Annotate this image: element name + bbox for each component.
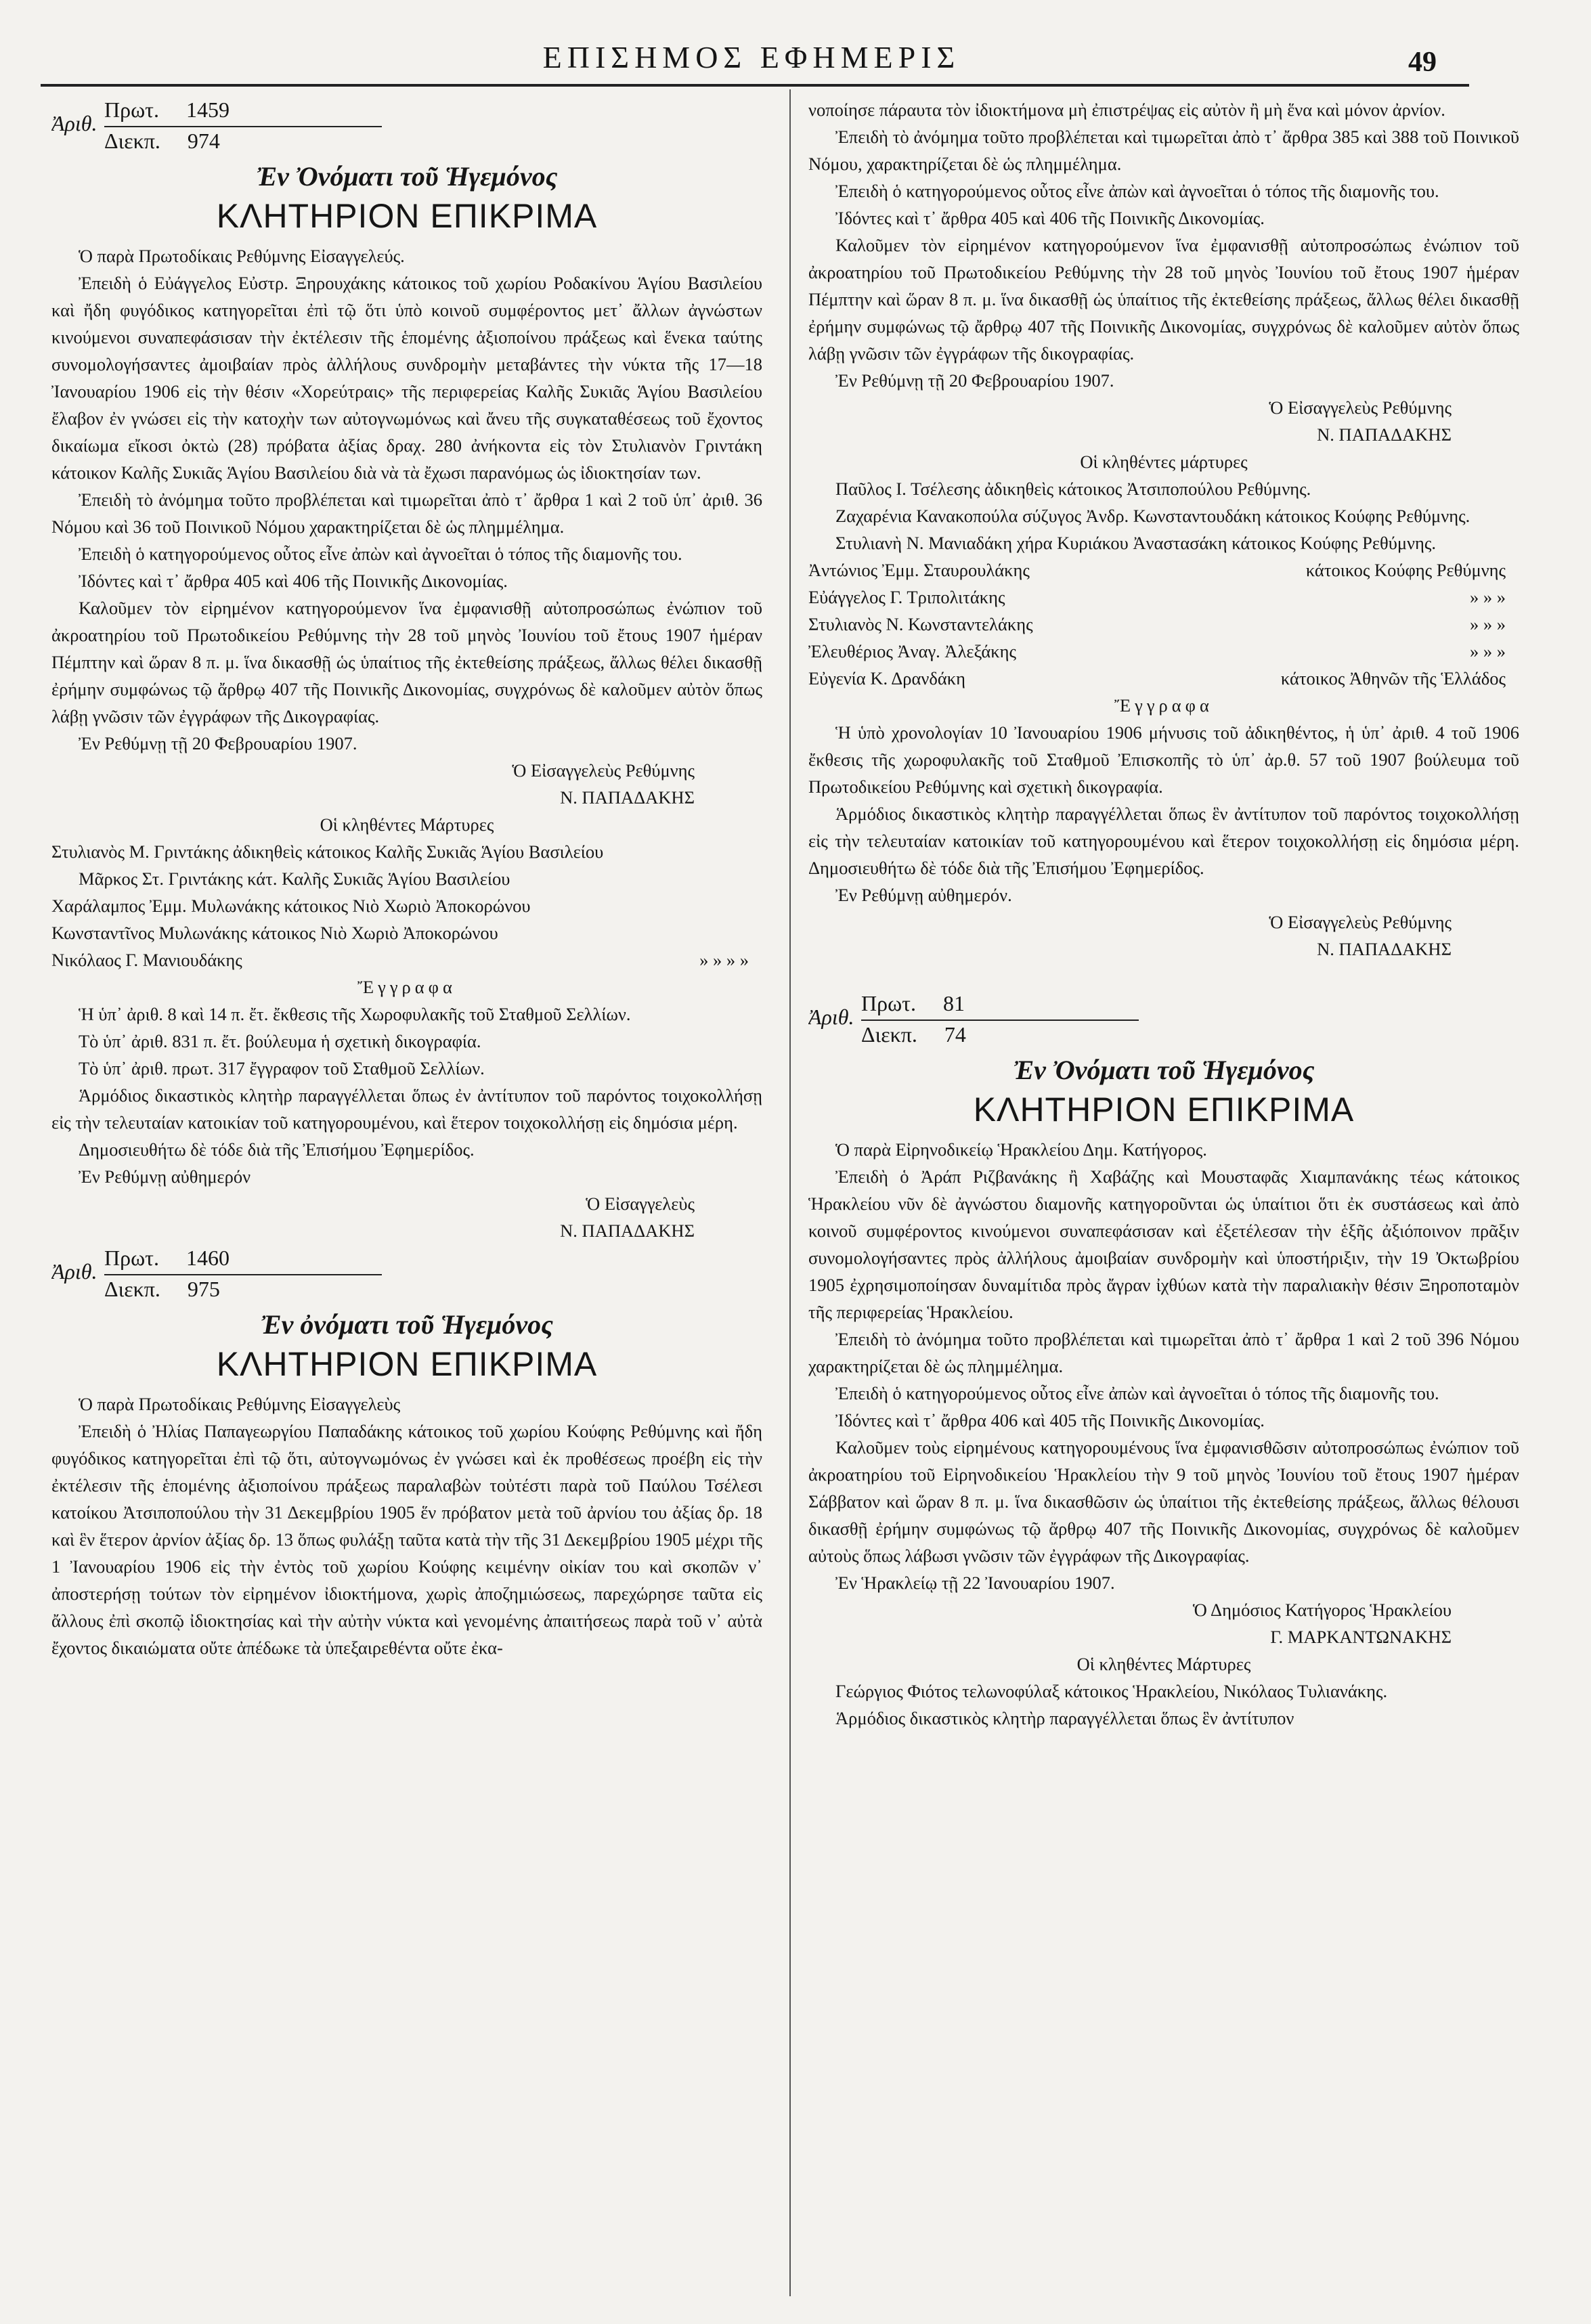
witness: Γεώργιος Φιότος τελωνοφύλαξ κάτοικος Ἡρακλείου, Νικόλαος Τυλιανάκης. bbox=[835, 1681, 1388, 1701]
document: Ἡ ὑπ᾽ ἀριθ. 8 καὶ 14 π. ἔτ. ἔκθεσις τῆς Χωροφυλακῆς τοῦ Σταθμοῦ Σελλίων. bbox=[79, 1004, 631, 1024]
diekp-line bbox=[104, 1275, 220, 1302]
decree-title: ΚΛΗΤΗΡΙΟΝ ΕΠΙΚΡΙΜΑ bbox=[216, 1345, 598, 1383]
paragraph: Καλοῦμεν τὸν εἰρημένον κατηγορούμενον ἵνα ἐμφανισθῇ αὐτοπροσώπως ἐνώπιον τοῦ ἀκροατηρίου τοῦ Πρωτοδικείου Ρεθύμνης τὴν 28 τοῦ μηνὸς Ἰουνίου τοῦ ἔτους 1907 ἡμέραν Πέμπτην καὶ ὥραν 8 π. μ. ἵνα δικασθῇ ὡς ὑπαίτιος τῆς ἐκτεθείσης πράξεως, ἄλλως θέλει δικασθῇ ἐρήμην συμφώνως τῷ ἄρθρῳ 407 τῆς Ποινικῆς Δικονομίας, συγχρόνως δὲ καλοῦμεν αὐτὸν ὅπως λάβῃ γνῶσιν τῶν ἐγγράφων τῆς δικογραφίας. bbox=[808, 235, 1519, 364]
documents-title: Ἔγγραφα bbox=[1114, 695, 1213, 716]
paragraph: Ἐπειδὴ ὁ κατηγορούμενος οὗτος εἶνε ἀπὼν καὶ ἀγνοεῖται ὁ τόπος τῆς διαμονῆς του. bbox=[79, 544, 682, 564]
invocation: Ἐν Ὀνόματι τοῦ Ἡγεμόνος bbox=[1013, 1055, 1315, 1085]
decree-title: ΚΛΗΤΗΡΙΟΝ ΕΠΙΚΡΙΜΑ bbox=[973, 1091, 1355, 1128]
decree-title: ΚΛΗΤΗΡΙΟΝ ΕΠΙΚΡΙΜΑ bbox=[216, 197, 598, 235]
prot-line bbox=[104, 96, 230, 123]
prot-line bbox=[104, 1244, 230, 1271]
ditto-marks: » » » » bbox=[699, 950, 749, 970]
diekp-label: Διεκπ. bbox=[861, 1022, 917, 1047]
page-number: 49 bbox=[1408, 47, 1437, 78]
witness-name: Ἀντώνιος Ἐμμ. Σταυρουλάκης bbox=[808, 560, 1030, 580]
arith-label: Ἀριθ. bbox=[808, 1005, 854, 1029]
witnesses-title: Οἱ κληθέντες μάρτυρες bbox=[1080, 452, 1248, 472]
witness-name: Εὐγενία Κ. Δρανδάκη bbox=[808, 668, 965, 688]
prot-label: Πρωτ. bbox=[104, 97, 159, 122]
witness-name: Εὐάγγελος Γ. Τριπολιτάκης bbox=[808, 587, 1005, 607]
witness-row bbox=[808, 584, 1519, 611]
date-line: Ἐν Ρεθύμνῃ τῇ 20 Φεβρουαρίου 1907. bbox=[835, 370, 1114, 391]
diekp-number: 975 bbox=[187, 1277, 220, 1301]
order: Ἁρμόδιος δικαστικὸς κλητὴρ παραγγέλλεται ὅπως ἓν ἀντίτυπον τοῦ παρόντος τοιχοκολλήσῃ εἰς τὴν τελευταίαν κατοικίαν τοῦ κατηγορουμένου καὶ ἕτερον τοιχοκολλήσῃ εἰς δημόσια μέρη. Δημοσιευθήτω δὲ τόδε διὰ τῆς Ἐπισήμου Ἐφημερίδος. bbox=[808, 804, 1519, 878]
diekp-label: Διεκπ. bbox=[104, 1277, 160, 1301]
protocol-number-block bbox=[51, 96, 762, 154]
intro: Ὁ παρὰ Πρωτοδίκαις Ρεθύμνης Εἰσαγγελεύς. bbox=[79, 246, 405, 266]
paragraph: Ἐπειδὴ ὁ Ἀράπ Ριζβανάκης ἢ Χαβάζης καὶ Μουσταφᾶς Χιαμπανάκης τέως κάτοικος Ἡρακλείου νῦν δὲ ἀγνώστου διαμονῆς κατηγοροῦνται ὡς ὑπαίτιοι ὅτι ἐκ συστάσεως καὶ ἀπὸ κοινοῦ συμφέροντος κινούμενοι συναπεφάσισαν καὶ ἐξετέλεσαν τὴν ἑξῆς ἀξιόποινον πρᾶξιν συνομολογήσαντες πρὸς ἀλλήλους ἀμοιβαίαν συνδρομὴν καὶ ὑποστήριξιν, τὴν 19 Ὀκτωβρίου 1905 ἐχρησιμοποίησαν δυναμίτιδα πρὸς ἄγραν ἰχθύων κατὰ τὴν παραλιακὴν θέσιν Ξηροποταμὸν τῆς περιφερείας Ἡρακλείου. bbox=[808, 1166, 1519, 1322]
witnesses-title: Οἱ κληθέντες Μάρτυρες bbox=[1076, 1654, 1251, 1674]
witness-place: » » » bbox=[1470, 587, 1506, 607]
prot-label: Πρωτ. bbox=[861, 991, 916, 1015]
witness: Μᾶρκος Στ. Γριντάκης κάτ. Καλῆς Συκιᾶς Ἁγίου Βασιλείου bbox=[79, 869, 510, 889]
paragraph: Ἐπειδὴ τὸ ἀνόμημα τοῦτο προβλέπεται καὶ τιμωρεῖται ἀπὸ τ᾽ ἄρθρα 1 καὶ 2 τοῦ 396 Νόμου χαρακτηρίζεται δὲ ὡς πλημμέλημα. bbox=[808, 1329, 1519, 1376]
diekp-number: 74 bbox=[944, 1022, 966, 1047]
paragraph: Ἐπειδὴ τὸ ἀνόμημα τοῦτο προβλέπεται καὶ τιμωρεῖται ἀπὸ τ᾽ ἄρθρα 385 καὶ 388 τοῦ Ποινικοῦ Νόμου, χαρακτηρίζεται δὲ ὡς πλημμέλημα. bbox=[808, 127, 1519, 174]
signature-name: Γ. ΜΑΡΚΑΝΤΩΝΑΚΗΣ bbox=[1270, 1627, 1452, 1647]
signature-role: Ὁ Εἰσαγγελεὺς bbox=[586, 1193, 695, 1214]
diekp-number: 974 bbox=[187, 129, 220, 153]
header-rule bbox=[41, 84, 1469, 87]
prot-number: 1460 bbox=[186, 1246, 230, 1270]
prot-number: 81 bbox=[943, 991, 965, 1015]
running-title: ΕΠΙΣΗΜΟΣ ΕΦΗΜΕΡΙΣ bbox=[542, 40, 961, 74]
prot-label: Πρωτ. bbox=[104, 1246, 159, 1270]
paragraph-continuation: νοποίησε πάραυτα τὸν ἰδιοκτήμονα μὴ ἐπιστρέψας εἰς αὐτὸν ἢ μὴ ἕνα καὶ μόνον ἀρνίον. bbox=[808, 100, 1445, 120]
paragraph: Ἰδόντες καὶ τ᾽ ἄρθρα 405 καὶ 406 τῆς Ποινικῆς Δικονομίας. bbox=[79, 571, 508, 591]
diekp-line bbox=[104, 127, 220, 154]
witness-row bbox=[808, 638, 1519, 665]
signature-role: Ὁ Δημόσιος Κατήγορος Ἡρακλείου bbox=[1192, 1600, 1452, 1620]
invocation: Ἐν Ὀνόματι τοῦ Ἡγεμόνος bbox=[256, 161, 558, 192]
signature-name: Ν. ΠΑΠΑΔΑΚΗΣ bbox=[1317, 424, 1452, 445]
document: Ἡ ὑπὸ χρονολογίαν 10 Ἰανουαρίου 1906 μήνυσις τοῦ ἀδικηθέντος, ἡ ὑπ᾽ ἀριθ. 4 τοῦ 1906 ἔκθεσις τῆς χωροφυλακῆς τοῦ Σταθμοῦ Ἐπισκοπῆς τὸ ὑπ᾽ ἀρ.θ. 57 τοῦ 1907 βούλευμα τοῦ Πρωτοδικείου Ρεθύμνης καὶ σχετικὴ δικογραφία. bbox=[808, 722, 1519, 797]
paragraph: Ἰδόντες καὶ τ᾽ ἄρθρα 406 καὶ 405 τῆς Ποινικῆς Δικονομίας. bbox=[835, 1410, 1265, 1430]
witnesses-title: Οἱ κληθέντες Μάρτυρες bbox=[320, 814, 494, 835]
order: Ἁρμόδιος δικαστικὸς κλητὴρ παραγγέλλεται ὅπως ἐν ἀντίτυπον τοῦ παρόντος τοιχοκολλήσῃ εἰς τὴν τελευταίαν κατοικίαν τοῦ κατηγορουμένου, καὶ ἕτερον τοιχοκολλήσῃ εἰς δημόσια μέρη. bbox=[51, 1085, 762, 1133]
witness-name: Ἐλευθέριος Ἀναγ. Ἀλεξάκης bbox=[808, 641, 1016, 661]
paragraph: Ἐπειδὴ ὁ Ἠλίας Παπαγεωργίου Παπαδάκης κάτοικος τοῦ χωρίου Κούφης Ρεθύμνης καὶ ἤδη φυγόδικος κατηγορεῖται ἐπὶ τῷ ὅτι, αὐτογνωμόνως ἐν γνώσει καὶ ἐκ προθέσεως προέβη εἰς τὴν ἐκτέλεσιν τῆς ἑπομένης ἀξιοποίνου πράξεως παραλαβὼν τοὐτέστι παρὰ τοῦ Παύλου Τσέλεσι κατοίκου Ἀτσιποπούλου τὴν 31 Δεκεμβρίου 1905 ἕν πρόβατον μετὰ τοῦ ἀρνίου του ἀξίας δρ. 18 καὶ ἓν ἕτερον ἀρνίον ἀξίας δρ. 13 ὅπως φυλάξῃ ταῦτα κατὰ τὴν τῆς 31 Δεκεμβρίου 1905 μέχρι τῆς 1 Ἰανουαρίου 1906 εἰς τὴν ἐντὸς τοῦ χωρίου Κούφης κειμένην οἰκίαν του καὶ σκοπῶν ν᾽ ἀποστερήσῃ τούτων τὸν εἰρημένον ἰδιοκτήμονα, χωρὶς ἀποζημιώσεως, παρεχώρησε ταῦτα εἰς ἄλλους ἐπὶ σκοπῷ ἰδιοκτησίας καὶ τὴν αὐτὴν νύκτα καὶ γενομένης ἀπαιτήσεως παρὰ τοῦ ν᾽ αὐτὰ ἔχοντος δικαιώματα οὔτε ἀπέδωκε τὰ ὑπεξαιρεθέντα οὔτε ἐκα- bbox=[51, 1421, 762, 1658]
arith-label: Ἀριθ. bbox=[51, 1259, 97, 1284]
paragraph: Καλοῦμεν τοὺς εἰρημένους κατηγορουμένους ἵνα ἐμφανισθῶσιν αὐτοπροσώπως ἐνώπιον τοῦ ἀκροατηρίου τοῦ Εἰρηνοδικείου Ἡρακλείου τὴν 9 τοῦ μηνὸς Ἰουνίου τοῦ ἔτους 1907 ἡμέραν Σάββατον καὶ ὥραν 8 π. μ. ἵνα δικασθῶσιν ὡς ὑπαίτιοι τῆς ἐκτεθείσης πράξεως, ἄλλως θέλουσι δικασθῇ ἐρήμην συμφώνως τῷ ἄρθρῳ 407 τῆς Ποινικῆς Δικονομίας, συγχρόνως δὲ καλοῦμεν αὐτοὺς ὅπως λάβωσι γνῶσιν τῶν ἐγγράφων τῆς Δικογραφίας. bbox=[808, 1437, 1519, 1566]
page-header bbox=[0, 0, 1591, 88]
spacer bbox=[808, 963, 1519, 990]
left-column bbox=[51, 96, 762, 2296]
witness: Στυλιανὴ Ν. Μανιαδάκη χήρα Κυριάκου Ἀναστασάκη κάτοικος Κούφης Ρεθύμνης. bbox=[835, 533, 1436, 553]
date-line: Ἐν Ρεθύμνῃ αὐθημερόν. bbox=[835, 885, 1012, 905]
diekp-line bbox=[861, 1021, 966, 1048]
witness-row bbox=[808, 611, 1519, 638]
diekp-label: Διεκπ. bbox=[104, 129, 160, 153]
witness: Χαράλαμπος Ἐμμ. Μυλωνάκης κάτοικος Νιὸ Χωριὸ Ἀποκορώνου bbox=[51, 896, 531, 916]
paragraph: Ἐπειδὴ τὸ ἀνόμημα τοῦτο προβλέπεται καὶ τιμωρεῖται ἀπὸ τ᾽ ἄρθρα 1 καὶ 2 τοῦ ὑπ᾽ ἀριθ. 36 Νόμου καὶ 36 τοῦ Ποινικοῦ Νόμου χαρακτηρίζεται δὲ ὡς πλημμέλημα. bbox=[51, 489, 762, 537]
signature-role: Ὁ Εἰσαγγελεὺς Ρεθύμνης bbox=[512, 760, 695, 781]
document: Τὸ ὑπ᾽ ἀριθ. πρωτ. 317 ἔγγραφον τοῦ Σταθμοῦ Σελλίων. bbox=[79, 1058, 485, 1078]
signature-role: Ὁ Εἰσαγγελεὺς Ρεθύμνης bbox=[1269, 397, 1452, 418]
signature-name: Ν. ΠΑΠΑΔΑΚΗΣ bbox=[560, 787, 695, 808]
intro: Ὁ παρὰ Εἰρηνοδικείῳ Ἡρακλείου Δημ. Κατήγορος. bbox=[835, 1139, 1207, 1160]
signature-role: Ὁ Εἰσαγγελεὺς Ρεθύμνης bbox=[1269, 912, 1452, 932]
signature-name: Ν. ΠΑΠΑΔΑΚΗΣ bbox=[1317, 939, 1452, 959]
column-divider bbox=[789, 89, 791, 2296]
signature-name: Ν. ΠΑΠΑΔΑΚΗΣ bbox=[560, 1221, 695, 1241]
witness-row bbox=[808, 665, 1519, 692]
witness: Στυλιανὸς Μ. Γριντάκης ἀδικηθεὶς κάτοικος Καλῆς Συκιᾶς Ἁγίου Βασιλείου bbox=[51, 841, 604, 862]
date-line: Ἐν Ρεθύμνῃ αὐθημερόν bbox=[79, 1166, 251, 1187]
witness: Παῦλος Ι. Τσέλεσης ἀδικηθεὶς κάτοικος Ἀτσιποπούλου Ρεθύμνης. bbox=[835, 479, 1311, 499]
order: Ἁρμόδιος δικαστικὸς κλητὴρ παραγγέλλεται ὅπως ἓν ἀντίτυπον bbox=[835, 1708, 1294, 1728]
witness-place: κάτοικος Κούφης Ρεθύμνης bbox=[1305, 560, 1506, 580]
prot-line bbox=[861, 990, 965, 1017]
document: Τὸ ὑπ᾽ ἀριθ. 831 π. ἔτ. βούλευμα ἡ σχετικὴ δικογραφία. bbox=[79, 1031, 481, 1051]
protocol-number-block bbox=[51, 1244, 762, 1302]
prot-number: 1459 bbox=[186, 97, 230, 122]
witness-row bbox=[808, 556, 1519, 584]
date-line: Ἐν Ἡρακλείῳ τῇ 22 Ἰανουαρίου 1907. bbox=[835, 1573, 1115, 1593]
date-line: Ἐν Ρεθύμνῃ τῇ 20 Φεβρουαρίου 1907. bbox=[79, 733, 357, 753]
witness-name: Στυλιανὸς Ν. Κωνσταντελάκης bbox=[808, 614, 1033, 634]
documents-title: Ἔγγραφα bbox=[357, 977, 456, 997]
paragraph: Καλοῦμεν τὸν εἰρημένον κατηγορούμενον ἵνα ἐμφανισθῇ αὐτοπροσώπως ἐνώπιον τοῦ ἀκροατηρίου τοῦ Πρωτοδικείου Ρεθύμνης τὴν 28 τοῦ μηνὸς Ἰουνίου τοῦ ἔτους 1907 ἡμέραν Πέμπτην καὶ ὥραν 8 π. μ. ἵνα δικασθῇ ὡς ὑπαίτιος τῆς ἐκτεθείσης πράξεως, ἄλλως θέλει δικασθῇ ἐρήμην συμφώνως τῷ ἄρθρῳ 407 τῆς Ποινικῆς Δικονομίας, συγχρόνως δὲ καλοῦμεν αὐτὸν ὅπως λάβῃ γνῶσιν τῶν ἐγγράφων τῆς Δικογραφίας. bbox=[51, 598, 762, 726]
paragraph: Ἐπειδὴ ὁ κατηγορούμενος οὗτος εἶνε ἀπὼν καὶ ἀγνοεῖται ὁ τόπος τῆς διαμονῆς του. bbox=[835, 1383, 1439, 1403]
witness-row bbox=[51, 946, 762, 973]
witness-place: » » » bbox=[1470, 614, 1506, 634]
paragraph: Ἰδόντες καὶ τ᾽ ἄρθρα 405 καὶ 406 τῆς Ποινικῆς Δικονομίας. bbox=[835, 208, 1265, 228]
witness-place: κάτοικος Ἀθηνῶν τῆς Ἑλλάδος bbox=[1280, 668, 1506, 688]
paragraph: Ἐπειδὴ ὁ κατηγορούμενος οὗτος εἶνε ἀπὼν καὶ ἀγνοεῖται ὁ τόπος τῆς διαμονῆς του. bbox=[835, 181, 1439, 201]
witness-place: » » » bbox=[1470, 641, 1506, 661]
intro: Ὁ παρὰ Πρωτοδίκαις Ρεθύμνης Εἰσαγγελεὺς bbox=[79, 1394, 401, 1414]
arith-label: Ἀριθ. bbox=[51, 111, 97, 135]
witness: Κωνσταντῖνος Μυλωνάκης κάτοικος Νιὸ Χωριὸ Ἀποκορώνου bbox=[51, 923, 498, 943]
right-column bbox=[808, 96, 1519, 2296]
publish-line: Δημοσιευθήτω δὲ τόδε διὰ τῆς Ἐπισήμου Ἐφημερίδος. bbox=[79, 1139, 475, 1160]
protocol-number-block bbox=[808, 990, 1519, 1048]
witness-name: Νικόλαος Γ. Μανιουδάκης bbox=[51, 950, 242, 970]
paragraph: Ἐπειδὴ ὁ Εὐάγγελος Εὐστρ. Ξηρουχάκης κάτοικος τοῦ χωρίου Ροδακίνου Ἁγίου Βασιλείου καὶ ἤδη φυγόδικος κατηγορεῖται ἐπὶ τῷ ὅτι ὑπὸ κοινοῦ συμφέροντος μετ᾽ ἄλλων ἀγνώστων κινούμενοι συναπεφάσισαν τὴν ἐκτέλεσιν τῆς ἑπομένης ἀξιοποίνου πράξεως καὶ ἕνεκα ταύτης συνομολογήσαντες ἀμοιβαίαν πρὸς ἀλλήλους συνδρομὴν μεταβάντες τὴν νύκτα τῆς 17—18 Ἰανουαρίου 1906 εἰς τὴν θέσιν «Χορεύτραις» τῆς περιφερείας Καλῆς Συκιᾶς Ἁγίου Βασιλείου ἔλαβον ἐν γνώσει εἰς τὴν κατοχὴν των αὐτογνωμόνως καὶ ἄνευ τῆς συγκαταθέσεως τοῦ ἔχοντος δικαίωμα εἴκοσι ὀκτὼ (28) πρόβατα ἀξίας δραχ. 280 ἀνήκοντα εἰς τὸν Στυλιανὸν Γριντάκη κάτοικον Καλῆς Συκιᾶς Ἁγίου Βασιλείου διὰ νὰ τὰ ἔχωσι παρανόμως ὡς ἰδιοκτησίαν των. bbox=[51, 273, 762, 483]
witness: Ζαχαρένια Κανακοπούλα σύζυγος Ἀνδρ. Κωνσταντουδάκη κάτοικος Κούφης Ρεθύμνης. bbox=[835, 506, 1470, 526]
invocation: Ἐν ὀνόματι τοῦ Ἡγεμόνος bbox=[260, 1309, 553, 1340]
